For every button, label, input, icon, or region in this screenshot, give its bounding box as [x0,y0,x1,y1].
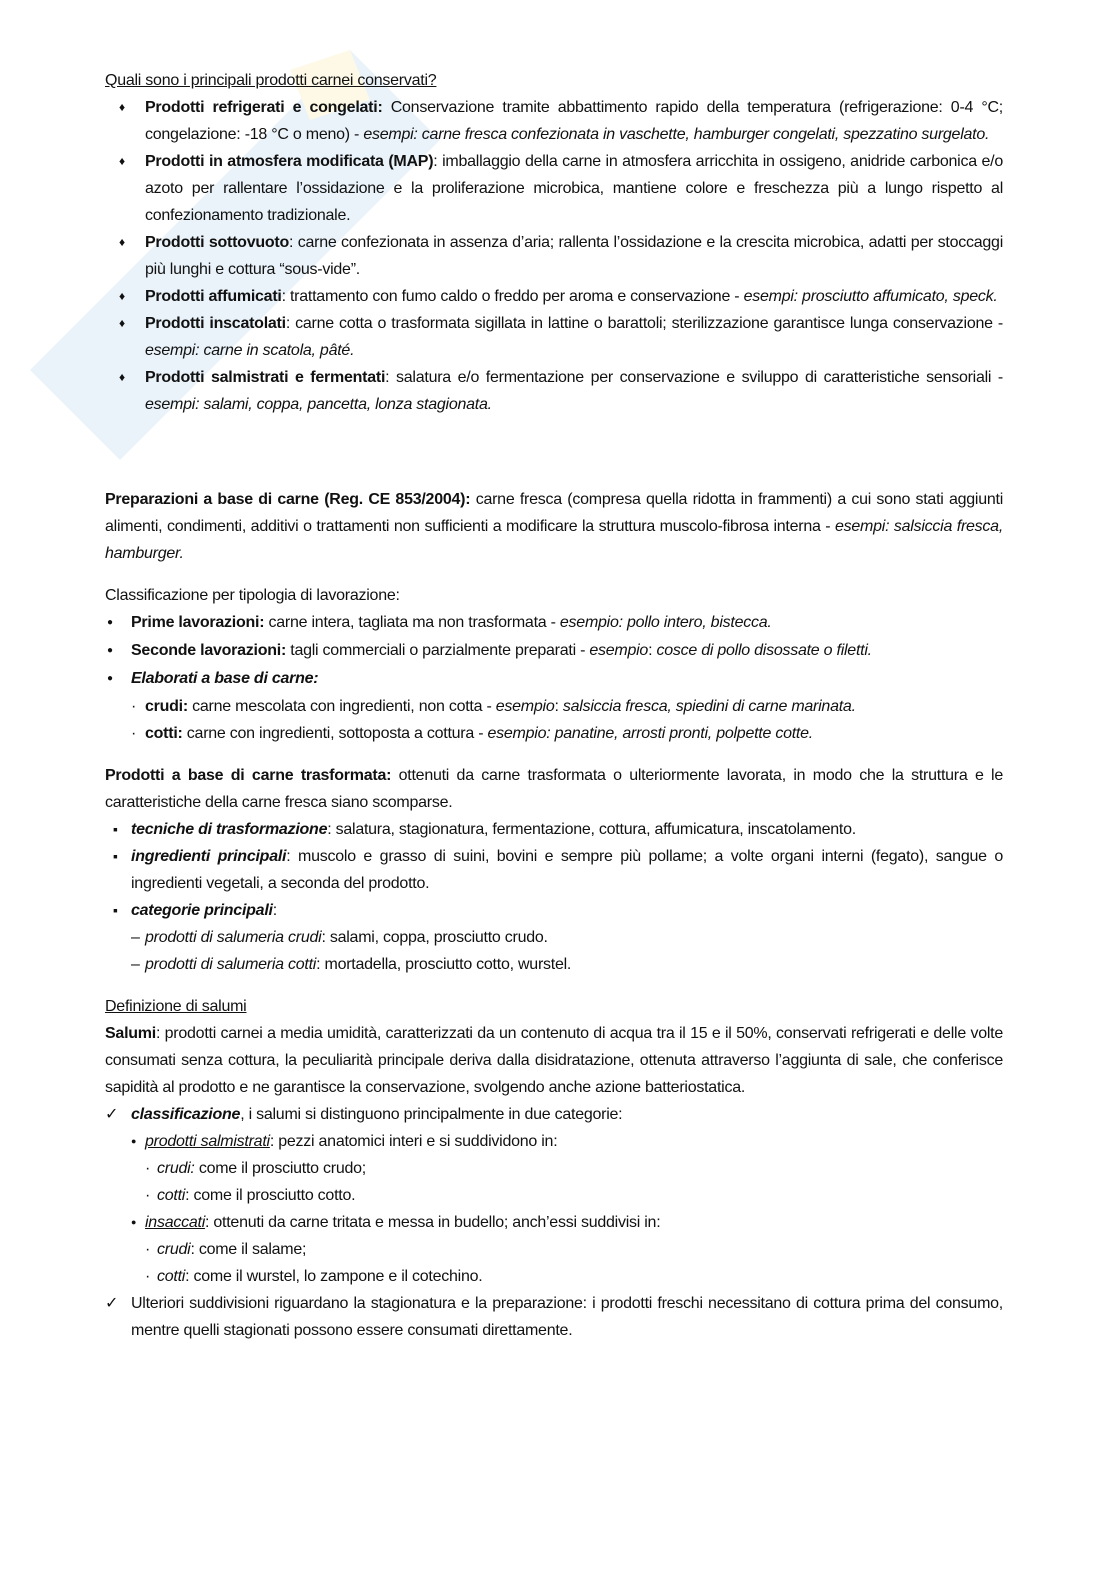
item-term: Prodotti sottovuoto [145,234,289,251]
item-example-label: esempio [589,642,649,659]
item-term: Prime lavorazioni: [131,614,265,631]
section-title: Quali sono i principali prodotti carnei conservati? [105,72,437,89]
conserved-products-list [105,94,1003,418]
item-term: Prodotti salmistrati e fermentati [145,369,386,386]
item-term: Prodotti refrigerati e congelati: [145,99,383,116]
item-term: Prodotti in atmosfera modificata (MAP) [145,153,434,170]
item-term: cotti: [145,725,183,742]
paragraph-term: Salumi [105,1025,156,1042]
item-text: : trattamento con fumo caldo o freddo per aroma e conservazione - [281,288,744,305]
item-term: ingredienti principali [131,848,287,865]
checklist [105,1101,1003,1344]
item-colon: : [648,642,657,659]
paragraph-text: carne fresca (compresa quella ridotta in frammenti) a cui sono stati aggiunti alimenti, condimenti, additivi o trattamenti non sufficienti a modificare la struttura muscolo-fibrosa interna - [105,491,1004,535]
section-title: Definizione di salumi [105,998,247,1015]
paragraph [105,762,1003,816]
item-text: carne intera, tagliata ma non trasformata - [264,614,560,631]
paragraph-example: esempi: salsiccia fresca, hamburger. [105,518,1004,562]
item-text: : muscolo e grasso di suini, bovini e sempre più pollame; a volte organi interni (fegato), sangue o ingredienti vegetali, a seconda del prodotto. [131,848,1003,892]
group-sublist [105,1236,1003,1290]
item-example: esempi: prosciutto affumicato, speck. [743,288,998,305]
list-item [105,1101,1003,1290]
list-item [105,924,1003,951]
group-sublist [105,1155,1003,1209]
item-text: Conservazione tramite abbattimento rapido della temperatura (refrigerazione: 0-4 °C; congelazione: -18 °C o meno) - [145,99,1003,143]
list-item [105,364,1003,418]
item-term: Prodotti affumicati [145,288,282,305]
group-text: : pezzi anatomici interi e si suddividono in: [269,1133,558,1150]
list-item [105,665,1003,693]
item-example: esempi: carne in scatola, pâté. [145,342,355,359]
paragraph [105,1020,1003,1101]
list-item [105,148,1003,229]
item-example: esempio: pollo intero, bistecca. [559,614,772,631]
section-classification [105,582,1003,747]
item-example: esempio: panatine, arrosti pronti, polpette cotte. [487,725,813,742]
list-item [105,283,1003,310]
item-term: Seconde lavorazioni: [131,642,287,659]
list-item [105,720,1003,747]
paragraph-term: Preparazioni a base di carne (Reg. CE 853/2004): [105,491,471,508]
item-term: crudi: [145,698,188,715]
group-text: : ottenuti da carne tritata e messa in budello; anch’essi suddivisi in: [205,1214,661,1231]
item-text: : carne cotta o trasformata sigillata in lattine o barattoli; sterilizzazione garantisce lunga conservazione - [285,315,1003,332]
list-item [105,1263,1003,1290]
item-text: : come il prosciutto cotto. [185,1187,356,1204]
categories-sublist [105,924,1003,978]
list-item [105,637,1003,665]
item-text: : salatura, stagionatura, fermentazione, cottura, affumicatura, inscatolamento. [327,821,856,838]
item-text: carne con ingredienti, sottoposta a cottura - [182,725,488,742]
item-term: crudi: [157,1160,195,1177]
group-term: prodotti salmistrati [145,1133,270,1150]
list-item [105,816,1003,843]
item-term: tecniche di trasformazione [131,821,328,838]
item-term: crudi [157,1241,191,1258]
item-example: esempi: carne fresca confezionata in vaschette, hamburger congelati, spezzatino surgelato. [363,126,990,143]
item-text: Ulteriori suddivisioni riguardano la stagionatura e la preparazione: i prodotti freschi necessitano di cottura prima del consumo, mentre quelli stagionati possono essere consumati direttamente. [131,1295,1003,1339]
item-text: come il prosciutto crudo; [194,1160,366,1177]
section-transformed-products [105,762,1003,978]
section-salumi [105,993,1003,1344]
list-item [105,1236,1003,1263]
item-term: classificazione [131,1106,241,1123]
item-text: : [272,902,277,919]
item-example-label: esempio [495,698,555,715]
item-term: cotti [157,1268,186,1285]
list-item [105,609,1003,637]
item-example: salsiccia fresca, spiedini di carne marinata. [562,698,856,715]
list-item [105,94,1003,148]
item-text: : mortadella, prosciutto cotto, wurstel. [316,956,572,973]
item-term: Prodotti inscatolati [145,315,286,332]
item-example: cosce di pollo disossate o filetti. [656,642,872,659]
section-title: Classificazione per tipologia di lavorazione: [105,587,400,604]
item-text: tagli commerciali o parzialmente preparati - [286,642,590,659]
transformed-list [105,816,1003,924]
classification-list [105,609,1003,693]
item-text: : come il wurstel, lo zampone e il cotechino. [185,1268,483,1285]
list-item [105,897,1003,924]
item-term: Elaborati a base di carne: [131,670,319,687]
elaborati-sublist [105,693,1003,747]
list-item [105,1290,1003,1344]
section-meat-preparations [105,486,1003,567]
item-term: prodotti di salumeria crudi [145,929,322,946]
salumi-groups [105,1128,1003,1155]
list-item [105,693,1003,720]
group-item [105,1128,1003,1155]
list-item [105,310,1003,364]
list-item [105,229,1003,283]
paragraph-term: Prodotti a base di carne trasformata: [105,767,392,784]
salumi-groups [105,1209,1003,1236]
item-text: : come il salame; [190,1241,307,1258]
group-item [105,1209,1003,1236]
list-item [105,1155,1003,1182]
item-text: : salami, coppa, prosciutto crudo. [321,929,548,946]
list-item [105,951,1003,978]
item-text: : imballaggio della carne in atmosfera arricchita in ossigeno, anidride carbonica e/o azoto per rallentare l’ossidazione e la proliferazione microbica, mantiene colore e freschezza più a lungo rispetto al confezionamento tradizionale. [145,153,1003,224]
item-term: categorie principali [131,902,273,919]
item-example: esempi: salami, coppa, pancetta, lonza stagionata. [145,396,492,413]
item-term: cotti [157,1187,186,1204]
group-term: insaccati [145,1214,205,1231]
paragraph-text: ottenuti da carne trasformata o ulteriormente lavorata, in modo che la struttura e le caratteristiche della carne fresca siano scomparse. [105,767,1004,811]
item-term: prodotti di salumeria cotti [145,956,317,973]
list-item [105,843,1003,897]
section-conserved-products [105,67,1003,418]
item-text: , i salumi si distinguono principalmente in due categorie: [240,1106,623,1123]
list-item [105,1182,1003,1209]
item-text: : carne confezionata in assenza d’aria; rallenta l’ossidazione e la crescita microbica, adatti per stoccaggi più lunghi e cottura “sous-vide”. [145,234,1003,278]
paragraph-text: : prodotti carnei a media umidità, caratterizzati da un contenuto di acqua tra il 15 e il 50%, conservati refrigerati e delle volte consumati senza cottura, la peculiarità principale deriva dalla disidratazione, ottenuta attraverso l’aggiunta di sale, che conferisce sapidità al prodotto e ne garantisce la conservazione, svolgendo anche azione batteriostatica. [105,1025,1003,1096]
item-text: carne mescolata con ingredienti, non cotta - [187,698,496,715]
item-text: : salatura e/o fermentazione per conservazione e sviluppo di caratteristiche sensoriali - [385,369,1003,386]
item-colon: : [554,698,563,715]
